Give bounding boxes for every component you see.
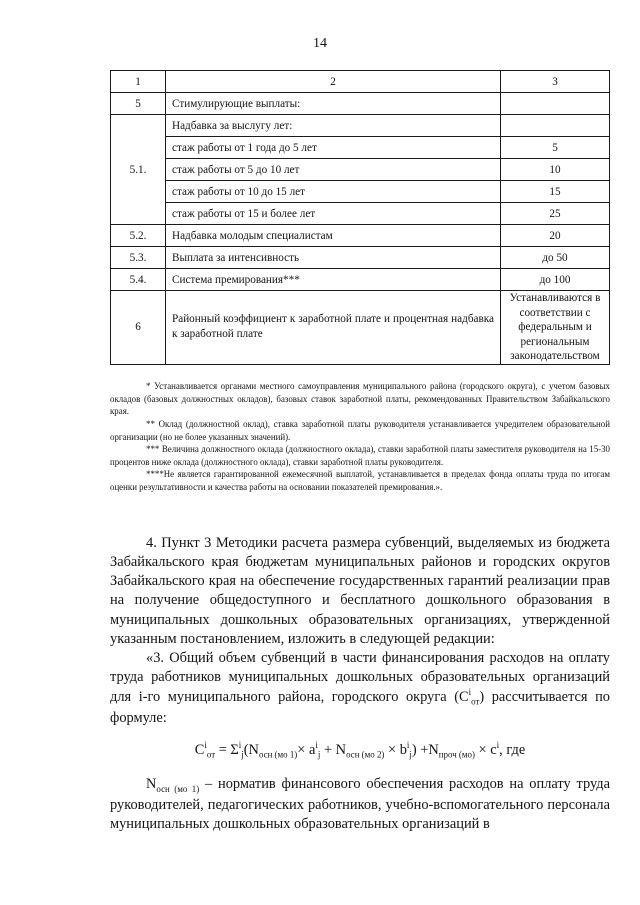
formula-part: i (238, 739, 242, 750)
row-number: 6 (111, 291, 166, 365)
table-row (111, 159, 610, 181)
formula-part: i (496, 739, 500, 750)
row-value (501, 115, 610, 137)
table-row (111, 291, 610, 365)
paragraph-text: ) рассчитывается по формуле: (110, 689, 611, 726)
row-number: 5.2. (111, 225, 166, 247)
row-label: Районный коэффициент к заработной плате и процентная надбавка к заработной плате (166, 291, 501, 365)
formula-part: + N (320, 741, 347, 758)
row-number: 5.3. (111, 247, 166, 269)
formula-part: j (241, 749, 244, 760)
table-row (111, 137, 610, 159)
row-number: 5.1. (111, 115, 166, 225)
table-header-row (111, 71, 610, 93)
table-row (111, 115, 610, 137)
formula-part: от (206, 749, 216, 760)
row-label: стаж работы от 15 и более лет (166, 203, 501, 225)
row-value: 5 (501, 137, 610, 159)
formula-part: i (315, 739, 318, 750)
row-number: 5.4. (111, 269, 166, 291)
footnotes (110, 380, 610, 494)
formula-part: осн (мо 1) (258, 749, 298, 760)
formula-part: i (406, 739, 410, 750)
formula-part: i (204, 739, 207, 750)
formula-part: = Σ (215, 741, 239, 758)
paragraph-definition (110, 775, 610, 834)
footnote: *** Величина должностного оклада (должностного оклада), ставки заработной платы заместителя руководителя на 15-30 процентов ниже оклада (должностного оклада), ставки заработной платы руководителя. (110, 444, 610, 467)
paragraph-text: N (146, 776, 157, 793)
formula (110, 740, 610, 762)
row-label: Выплата за интенсивность (166, 247, 501, 269)
footnote: * Устанавливается органами местного самоуправления муниципального района (городского округа), с учетом базовых окладов (базовых должностных окладов), базовых ставок заработной платы, рекомендованных Правительством Забайкальского края. (110, 381, 610, 417)
formula-part: j (409, 749, 412, 760)
row-value: до 100 (501, 269, 610, 291)
row-label: Надбавка за выслугу лет: (166, 115, 501, 137)
formula-part: C (194, 741, 205, 758)
formula-part: × a (297, 741, 316, 758)
table-row (111, 269, 610, 291)
paragraph-text: «3. Общий объем субвенций в части финансирования расходов на оплату труда работников муниципальных дошкольных образовательных организаций для i-го муниципального района, городского округа (C (110, 649, 610, 706)
table-row (111, 181, 610, 203)
table-row (111, 93, 610, 115)
table-row (111, 203, 610, 225)
paragraph-text: – норматив финансового обеспечения расходов на оплату труда руководителей, педагогических работников, учебно-вспомогательного персонала муниципальных дошкольных образовательных организаций в (110, 776, 610, 833)
row-label: стаж работы от 1 года до 5 лет (166, 137, 501, 159)
paragraph-3-intro (110, 649, 610, 728)
page-number: 14 (313, 36, 327, 51)
row-value: 15 (501, 181, 610, 203)
formula-part: проч (мо) (438, 749, 475, 760)
formula-part: × b (384, 741, 407, 758)
header-cell-3: 3 (501, 71, 610, 93)
row-value: 10 (501, 159, 610, 181)
subscript: осн (мо 1) (156, 784, 200, 795)
row-value (501, 93, 610, 115)
formula-part: j (317, 749, 321, 760)
row-value: до 50 (501, 247, 610, 269)
row-number: 5 (111, 93, 166, 115)
row-label: Надбавка молодым специалистам (166, 225, 501, 247)
formula-part: ) +N (411, 741, 439, 758)
header-cell-1: 1 (111, 71, 166, 93)
header-cell-2: 2 (166, 71, 501, 93)
table-row (111, 225, 610, 247)
footnote: ** Оклад (должностной оклад), ставка заработной платы руководителя устанавливается учредителем образовательной организации (но не более указанных значений). (110, 418, 610, 442)
table-row (111, 247, 610, 269)
row-label: стаж работы от 10 до 15 лет (166, 181, 501, 203)
body-text (110, 534, 610, 835)
paragraph-4: 4. Пункт 3 Методики расчета размера субвенций, выделяемых из бюджета Забайкальского края бюджетам муниципальных районов и городских округов Забайкальского края на обеспечение государственных гарантий реализации прав на получение общедоступного и бесплатного дошкольного образования в муниципальных дошкольных образовательных организациях, утвержденной указанным постановлением, изложить в следующей редакции: (110, 535, 610, 647)
row-label: стаж работы от 5 до 10 лет (166, 159, 501, 181)
row-value: 20 (501, 225, 610, 247)
row-label: Стимулирующие выплаты: (166, 93, 501, 115)
row-value: Устанавливаются в соответствии с федеральным и региональным законодательством (501, 291, 610, 365)
formula-part: (N (243, 741, 259, 758)
superscript: i (468, 687, 472, 698)
row-value: 25 (501, 203, 610, 225)
formula-part: , где (499, 741, 526, 758)
formula-part: осн (мо 2) (346, 749, 385, 760)
footnote: ****Не является гарантированной ежемесячной выплатой, устанавливается в пределах фонда оплаты труда по итогам оценки результативности и качества работы на основании показателей премирования.». (110, 469, 610, 493)
formula-part: × c (474, 741, 497, 758)
salary-table (110, 70, 610, 365)
row-label: Система премирования*** (166, 269, 501, 291)
subscript: от (471, 696, 480, 707)
